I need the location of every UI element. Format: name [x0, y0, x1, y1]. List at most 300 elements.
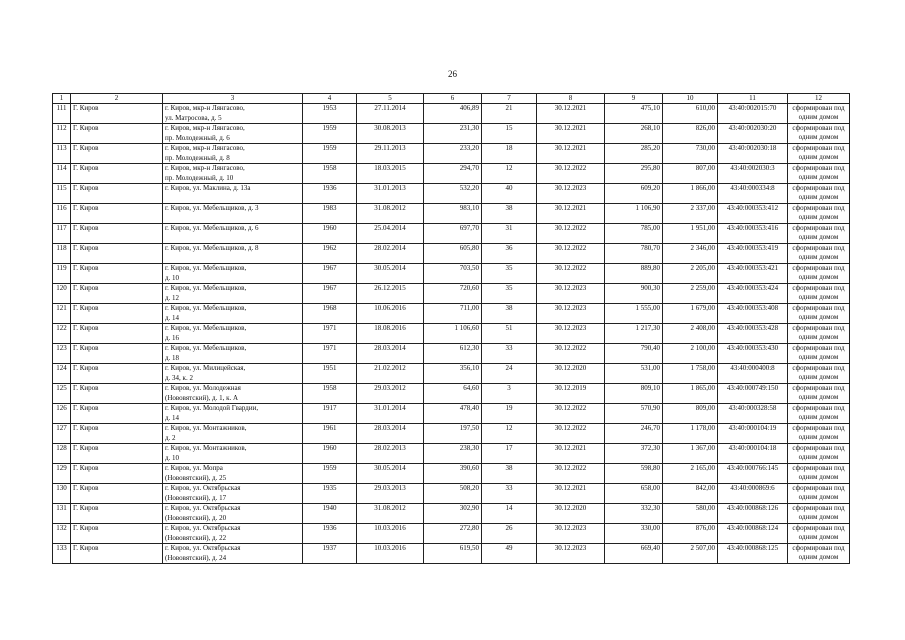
column-header: 7	[482, 94, 537, 104]
city-cell: Г. Киров	[71, 484, 163, 504]
area-cell: 478,40	[424, 404, 482, 424]
deadline-cell: 30.12.2023	[537, 544, 605, 564]
land-status-cell-line-1: сформирован под	[792, 544, 845, 552]
address-cell-line-2: д. 34, к. 2	[165, 373, 193, 382]
address-cell	[163, 304, 303, 324]
land-status-cell-line-1: сформирован под	[792, 444, 845, 452]
land-status-cell-line-2: одним домом	[798, 213, 839, 221]
survey-date-cell: 21.02.2012	[357, 364, 424, 384]
land-status-cell	[788, 504, 850, 524]
address-cell	[163, 284, 303, 304]
table-row	[53, 464, 850, 484]
land-status-cell	[788, 244, 850, 264]
city-cell: Г. Киров	[71, 524, 163, 544]
table-row	[53, 244, 850, 264]
value-cell: 2 100,00	[663, 344, 718, 364]
year-cell: 1960	[303, 444, 357, 464]
land-status-cell-line-2: одним домом	[798, 173, 839, 181]
land-status-cell	[788, 524, 850, 544]
cadastral-number-cell: 43:40:000869:6	[718, 484, 788, 504]
city-cell: Г. Киров	[71, 124, 163, 144]
value-cell: 285,20	[605, 144, 663, 164]
area-cell: 720,60	[424, 284, 482, 304]
value-cell: 826,00	[663, 124, 718, 144]
land-status-cell	[788, 144, 850, 164]
residents-count-cell: 38	[482, 204, 537, 224]
value-cell: 780,70	[605, 244, 663, 264]
year-cell: 1962	[303, 244, 357, 264]
column-header: 5	[357, 94, 424, 104]
deadline-cell: 30.12.2021	[537, 444, 605, 464]
address-cell-line-1: г. Киров, ул. Октябрьская	[165, 484, 241, 492]
land-status-cell-line-1: сформирован под	[792, 404, 845, 412]
row-number: 130	[53, 484, 71, 504]
address-cell-line-1: г. Киров, ул. Октябрьская	[165, 544, 241, 552]
address-cell	[163, 404, 303, 424]
land-status-cell-line-2: одним домом	[798, 273, 839, 281]
address-cell	[163, 364, 303, 384]
area-cell: 406,89	[424, 104, 482, 124]
land-status-cell	[788, 444, 850, 464]
survey-date-cell: 30.05.2014	[357, 264, 424, 284]
address-cell-line-1: г. Киров, ул. Монтажников,	[165, 424, 247, 432]
row-number: 117	[53, 224, 71, 244]
value-cell: 1 951,00	[663, 224, 718, 244]
address-cell	[163, 344, 303, 364]
cadastral-number-cell: 43:40:000353:421	[718, 264, 788, 284]
land-status-cell-line-1: сформирован под	[792, 124, 845, 132]
land-status-cell	[788, 464, 850, 484]
residents-count-cell: 3	[482, 384, 537, 404]
city-cell: Г. Киров	[71, 184, 163, 204]
value-cell: 246,70	[605, 424, 663, 444]
value-cell: 2 346,00	[663, 244, 718, 264]
value-cell: 531,00	[605, 364, 663, 384]
survey-date-cell: 28.03.2014	[357, 424, 424, 444]
table-body	[53, 104, 850, 564]
address-cell	[163, 204, 303, 224]
address-cell-line-2: (Нововятский), д. 24	[165, 553, 227, 562]
residents-count-cell: 51	[482, 324, 537, 344]
address-cell-line-1: г. Киров, ул. Мебельщиков,	[165, 344, 247, 352]
land-status-cell-line-1: сформирован под	[792, 344, 845, 352]
address-cell-line-2: пр. Молодежный, д. 10	[165, 173, 234, 182]
area-cell: 605,80	[424, 244, 482, 264]
value-cell: 610,00	[663, 104, 718, 124]
survey-date-cell: 25.04.2014	[357, 224, 424, 244]
value-cell: 809,00	[663, 404, 718, 424]
land-status-cell-line-2: одним домом	[798, 473, 839, 481]
deadline-cell: 30.12.2023	[537, 524, 605, 544]
row-number: 115	[53, 184, 71, 204]
land-status-cell	[788, 224, 850, 244]
area-cell: 703,50	[424, 264, 482, 284]
table-row	[53, 124, 850, 144]
land-status-cell	[788, 324, 850, 344]
row-number: 116	[53, 204, 71, 224]
area-cell: 983,10	[424, 204, 482, 224]
column-header: 3	[163, 94, 303, 104]
deadline-cell: 30.12.2021	[537, 204, 605, 224]
value-cell: 332,30	[605, 504, 663, 524]
value-cell: 2 337,00	[663, 204, 718, 224]
survey-date-cell: 31.08.2012	[357, 204, 424, 224]
cadastral-number-cell: 43:40:000353:428	[718, 324, 788, 344]
area-cell: 612,30	[424, 344, 482, 364]
deadline-cell: 30.12.2022	[537, 464, 605, 484]
address-cell-line-2: д. 2	[165, 433, 176, 442]
deadline-cell: 30.12.2021	[537, 124, 605, 144]
value-cell: 2 507,00	[663, 544, 718, 564]
cadastral-number-cell: 43:40:000868:125	[718, 544, 788, 564]
city-cell: Г. Киров	[71, 324, 163, 344]
area-cell: 294,70	[424, 164, 482, 184]
value-cell: 1 178,00	[663, 424, 718, 444]
housing-registry-table	[52, 93, 850, 564]
cadastral-number-cell: 43:40:000353:408	[718, 304, 788, 324]
deadline-cell: 30.12.2022	[537, 224, 605, 244]
row-number: 112	[53, 124, 71, 144]
land-status-cell	[788, 384, 850, 404]
value-cell: 807,00	[663, 164, 718, 184]
row-number: 131	[53, 504, 71, 524]
table-row	[53, 524, 850, 544]
land-status-cell	[788, 544, 850, 564]
year-cell: 1937	[303, 544, 357, 564]
year-cell: 1971	[303, 324, 357, 344]
year-cell: 1967	[303, 264, 357, 284]
table-row	[53, 264, 850, 284]
cadastral-number-cell: 43:40:000749:150	[718, 384, 788, 404]
address-cell	[163, 324, 303, 344]
deadline-cell: 30.12.2022	[537, 264, 605, 284]
land-status-cell-line-2: одним домом	[798, 433, 839, 441]
value-cell: 330,00	[605, 524, 663, 544]
land-status-cell	[788, 284, 850, 304]
land-status-cell-line-1: сформирован под	[792, 144, 845, 152]
survey-date-cell: 10.03.2016	[357, 544, 424, 564]
residents-count-cell: 33	[482, 484, 537, 504]
value-cell: 1 866,00	[663, 184, 718, 204]
land-status-cell	[788, 104, 850, 124]
survey-date-cell: 18.03.2015	[357, 164, 424, 184]
land-status-cell-line-2: одним домом	[798, 233, 839, 241]
deadline-cell: 30.12.2021	[537, 144, 605, 164]
land-status-cell-line-1: сформирован под	[792, 364, 845, 372]
address-cell-line-2: д. 12	[165, 293, 180, 302]
address-cell-line-1: г. Киров, мкр-н Лянгасово,	[165, 144, 245, 152]
land-status-cell-line-1: сформирован под	[792, 164, 845, 172]
land-status-cell-line-2: одним домом	[798, 493, 839, 501]
land-status-cell-line-1: сформирован под	[792, 464, 845, 472]
land-status-cell-line-1: сформирован под	[792, 304, 845, 312]
row-number: 129	[53, 464, 71, 484]
residents-count-cell: 35	[482, 264, 537, 284]
residents-count-cell: 17	[482, 444, 537, 464]
cadastral-number-cell: 43:40:000328:58	[718, 404, 788, 424]
table-row	[53, 344, 850, 364]
city-cell: Г. Киров	[71, 344, 163, 364]
survey-date-cell: 30.05.2014	[357, 464, 424, 484]
area-cell: 302,90	[424, 504, 482, 524]
land-status-cell-line-2: одним домом	[798, 293, 839, 301]
address-cell-line-1: г. Киров, ул. Мебельщиков,	[165, 284, 247, 292]
land-status-cell	[788, 364, 850, 384]
row-number: 125	[53, 384, 71, 404]
residents-count-cell: 19	[482, 404, 537, 424]
land-status-cell-line-2: одним домом	[798, 533, 839, 541]
year-cell: 1958	[303, 384, 357, 404]
page-number: 26	[448, 69, 457, 79]
land-status-cell	[788, 264, 850, 284]
area-cell: 619,50	[424, 544, 482, 564]
deadline-cell: 30.12.2022	[537, 404, 605, 424]
land-status-cell-line-1: сформирован под	[792, 524, 845, 532]
city-cell: Г. Киров	[71, 424, 163, 444]
address-cell-line-1: г. Киров, мкр-н Лянгасово,	[165, 104, 245, 112]
area-cell: 1 106,60	[424, 324, 482, 344]
area-cell: 711,00	[424, 304, 482, 324]
land-status-cell-line-2: одним домом	[798, 373, 839, 381]
cadastral-number-cell: 43:40:000353:430	[718, 344, 788, 364]
cadastral-number-cell: 43:40:000353:419	[718, 244, 788, 264]
year-cell: 1940	[303, 504, 357, 524]
land-status-cell-line-2: одним домом	[798, 453, 839, 461]
year-cell: 1983	[303, 204, 357, 224]
address-cell-line-2: ул. Матросова, д. 5	[165, 113, 222, 122]
row-number: 132	[53, 524, 71, 544]
table-row	[53, 384, 850, 404]
address-cell-line-1: г. Киров, ул. Мебельщиков,	[165, 264, 247, 272]
column-header: 12	[788, 94, 850, 104]
residents-count-cell: 15	[482, 124, 537, 144]
area-cell: 238,30	[424, 444, 482, 464]
deadline-cell: 30.12.2023	[537, 324, 605, 344]
value-cell: 1 865,00	[663, 384, 718, 404]
address-cell-line-1: г. Киров, ул. Мебельщиков, д. 6	[165, 224, 259, 232]
address-cell-line-1: г. Киров, ул. Милицейская,	[165, 364, 246, 372]
row-number: 122	[53, 324, 71, 344]
survey-date-cell: 10.06.2016	[357, 304, 424, 324]
survey-date-cell: 29.03.2013	[357, 484, 424, 504]
land-status-cell-line-1: сформирован под	[792, 484, 845, 492]
residents-count-cell: 36	[482, 244, 537, 264]
city-cell: Г. Киров	[71, 404, 163, 424]
cadastral-number-cell: 43:40:002030:20	[718, 124, 788, 144]
address-cell-line-2: (Нововятский), д. 1, к. А	[165, 393, 239, 402]
area-cell: 64,60	[424, 384, 482, 404]
land-status-cell-line-2: одним домом	[798, 193, 839, 201]
year-cell: 1953	[303, 104, 357, 124]
address-cell	[163, 144, 303, 164]
address-cell	[163, 384, 303, 404]
city-cell: Г. Киров	[71, 504, 163, 524]
value-cell: 658,00	[605, 484, 663, 504]
year-cell: 1935	[303, 484, 357, 504]
cadastral-number-cell: 43:40:000104:19	[718, 424, 788, 444]
table-row	[53, 184, 850, 204]
table-row	[53, 284, 850, 304]
land-status-cell-line-1: сформирован под	[792, 204, 845, 212]
address-cell-line-2: д. 14	[165, 413, 180, 422]
survey-date-cell: 10.03.2016	[357, 524, 424, 544]
deadline-cell: 30.12.2020	[537, 364, 605, 384]
survey-date-cell: 29.11.2013	[357, 144, 424, 164]
address-cell-line-1: г. Киров, ул. Мебельщиков, д. 8	[165, 244, 259, 252]
address-cell-line-1: г. Киров, ул. Маклина, д. 13а	[165, 184, 251, 192]
year-cell: 1951	[303, 364, 357, 384]
address-cell	[163, 524, 303, 544]
survey-date-cell: 29.03.2012	[357, 384, 424, 404]
land-status-cell-line-1: сформирован под	[792, 324, 845, 332]
year-cell: 1971	[303, 344, 357, 364]
residents-count-cell: 38	[482, 304, 537, 324]
table-row	[53, 424, 850, 444]
value-cell: 1 217,30	[605, 324, 663, 344]
deadline-cell: 30.12.2022	[537, 424, 605, 444]
land-status-cell-line-1: сформирован под	[792, 104, 845, 112]
survey-date-cell: 30.08.2013	[357, 124, 424, 144]
city-cell: Г. Киров	[71, 304, 163, 324]
address-cell-line-2: д. 14	[165, 313, 180, 322]
row-number: 123	[53, 344, 71, 364]
value-cell: 1 758,00	[663, 364, 718, 384]
city-cell: Г. Киров	[71, 284, 163, 304]
table-row	[53, 224, 850, 244]
city-cell: Г. Киров	[71, 224, 163, 244]
city-cell: Г. Киров	[71, 204, 163, 224]
residents-count-cell: 24	[482, 364, 537, 384]
value-cell: 790,40	[605, 344, 663, 364]
cadastral-number-cell: 43:40:000868:124	[718, 524, 788, 544]
cadastral-number-cell: 43:40:000353:416	[718, 224, 788, 244]
land-status-cell	[788, 164, 850, 184]
deadline-cell: 30.12.2023	[537, 304, 605, 324]
land-status-cell	[788, 484, 850, 504]
address-cell-line-1: г. Киров, ул. Октябрьская	[165, 524, 241, 532]
address-cell	[163, 424, 303, 444]
address-cell-line-2: пр. Молодежный, д. 8	[165, 153, 230, 162]
land-status-cell	[788, 344, 850, 364]
residents-count-cell: 12	[482, 164, 537, 184]
residents-count-cell: 21	[482, 104, 537, 124]
address-cell-line-2: (Нововятский), д. 17	[165, 493, 227, 502]
row-number: 133	[53, 544, 71, 564]
value-cell: 842,00	[663, 484, 718, 504]
land-status-cell-line-2: одним домом	[798, 553, 839, 561]
deadline-cell: 30.12.2022	[537, 344, 605, 364]
area-cell: 697,70	[424, 224, 482, 244]
address-cell	[163, 504, 303, 524]
land-status-cell-line-2: одним домом	[798, 413, 839, 421]
table-row	[53, 164, 850, 184]
year-cell: 1958	[303, 164, 357, 184]
value-cell: 1 679,00	[663, 304, 718, 324]
table-row	[53, 324, 850, 344]
area-cell: 197,50	[424, 424, 482, 444]
area-cell: 356,10	[424, 364, 482, 384]
table-row	[53, 104, 850, 124]
survey-date-cell: 26.12.2015	[357, 284, 424, 304]
value-cell: 1 106,90	[605, 204, 663, 224]
column-header: 6	[424, 94, 482, 104]
survey-date-cell: 18.08.2016	[357, 324, 424, 344]
header-row	[53, 94, 850, 104]
value-cell: 809,10	[605, 384, 663, 404]
table-row	[53, 504, 850, 524]
land-status-cell-line-1: сформирован под	[792, 504, 845, 512]
value-cell: 1 555,00	[605, 304, 663, 324]
cadastral-number-cell: 43:40:000766:145	[718, 464, 788, 484]
cadastral-number-cell: 43:40:000334:8	[718, 184, 788, 204]
residents-count-cell: 12	[482, 424, 537, 444]
column-header: 11	[718, 94, 788, 104]
land-status-cell-line-2: одним домом	[798, 313, 839, 321]
land-status-cell-line-1: сформирован под	[792, 424, 845, 432]
column-header: 2	[71, 94, 163, 104]
city-cell: Г. Киров	[71, 464, 163, 484]
address-cell-line-1: г. Киров, мкр-н Лянгасово,	[165, 124, 245, 132]
city-cell: Г. Киров	[71, 144, 163, 164]
deadline-cell: 30.12.2022	[537, 244, 605, 264]
area-cell: 233,20	[424, 144, 482, 164]
address-cell	[163, 264, 303, 284]
land-status-cell	[788, 124, 850, 144]
table-row	[53, 544, 850, 564]
address-cell-line-2: пр. Молодежный, д. 6	[165, 133, 230, 142]
row-number: 113	[53, 144, 71, 164]
survey-date-cell: 31.01.2014	[357, 404, 424, 424]
value-cell: 570,90	[605, 404, 663, 424]
row-number: 128	[53, 444, 71, 464]
value-cell: 2 408,00	[663, 324, 718, 344]
address-cell-line-1: г. Киров, ул. Мебельщиков, д. 3	[165, 204, 259, 212]
land-status-cell-line-1: сформирован под	[792, 184, 845, 192]
column-header: 1	[53, 94, 71, 104]
deadline-cell: 30.12.2023	[537, 284, 605, 304]
land-status-cell	[788, 404, 850, 424]
row-number: 118	[53, 244, 71, 264]
address-cell	[163, 444, 303, 464]
row-number: 124	[53, 364, 71, 384]
land-status-cell-line-2: одним домом	[798, 253, 839, 261]
row-number: 127	[53, 424, 71, 444]
value-cell: 785,00	[605, 224, 663, 244]
land-status-cell	[788, 184, 850, 204]
address-cell-line-2: (Нововятский), д. 20	[165, 513, 227, 522]
value-cell: 295,80	[605, 164, 663, 184]
address-cell	[163, 484, 303, 504]
city-cell: Г. Киров	[71, 544, 163, 564]
value-cell: 268,10	[605, 124, 663, 144]
address-cell-line-2: д. 10	[165, 453, 180, 462]
address-cell	[163, 124, 303, 144]
survey-date-cell: 28.02.2013	[357, 444, 424, 464]
area-cell: 390,60	[424, 464, 482, 484]
residents-count-cell: 18	[482, 144, 537, 164]
year-cell: 1936	[303, 524, 357, 544]
value-cell: 669,40	[605, 544, 663, 564]
value-cell: 730,00	[663, 144, 718, 164]
value-cell: 609,20	[605, 184, 663, 204]
residents-count-cell: 14	[482, 504, 537, 524]
address-cell	[163, 464, 303, 484]
address-cell-line-2: д. 10	[165, 273, 180, 282]
residents-count-cell: 31	[482, 224, 537, 244]
city-cell: Г. Киров	[71, 164, 163, 184]
residents-count-cell: 40	[482, 184, 537, 204]
survey-date-cell: 31.08.2012	[357, 504, 424, 524]
